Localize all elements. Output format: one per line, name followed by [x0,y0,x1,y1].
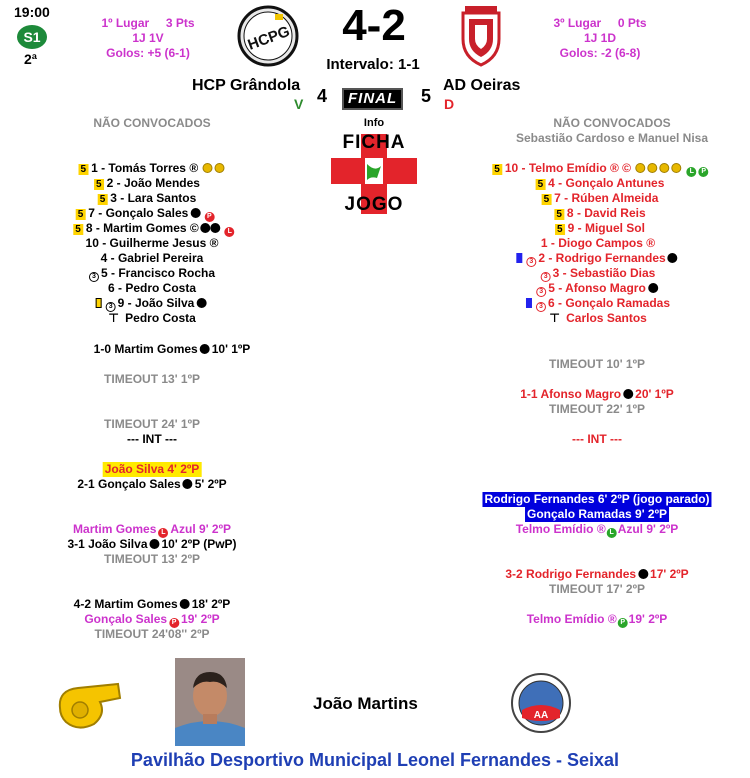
home-player-row[interactable]: 10 - Guilherme Jesus ® [85,236,219,250]
home-player-row[interactable]: 5 2 - João Mendes [96,176,200,190]
home-coach-row[interactable]: ⊤ Pedro Costa [108,311,196,325]
home-absent-title: NÃO CONVOCADOS [93,116,211,130]
away-player-row[interactable]: 5 9 - Miguel Sol [557,221,645,235]
home-goal-event: 1-0 Martim Gomes 10' 1ºP [93,342,251,356]
away-goal-event: 3-2 Rodrigo Fernandes 17' 2ºP [505,567,689,581]
home-card-event: Martim Gomes L Azul 9' 2ºP [73,522,231,536]
league-badge-icon [16,24,48,50]
home-interval-marker: --- INT --- [127,432,177,446]
home-goal-event: 3-1 João Silva 10' 2ºP (PwP) [67,537,237,551]
home-card-event: Gonçalo Sales P 19' 2ºP [84,612,220,626]
away-player-row[interactable]: 3 3 - Sebastião Dias [541,266,656,282]
home-player-row[interactable]: 3 9 - João Silva [96,296,209,312]
info-link[interactable]: Info [363,117,385,129]
jogo-label: JOGO [344,194,404,215]
home-player-row[interactable]: 6 - Pedro Costa [107,281,197,295]
home-standing-goals: Golos: +5 (6-1) [106,46,190,60]
away-player-row[interactable]: 3 5 - Afonso Magro [536,281,660,297]
home-player-row[interactable]: 4 - Gabriel Pereira [100,251,204,265]
home-player-row[interactable]: 5 7 - Gonçalo Sales P [76,206,217,222]
svg-text:HCPG: HCPG [245,22,293,54]
away-player-row[interactable]: 1 - Diogo Campos ® [540,236,656,250]
home-total-goals: 4 [317,86,328,106]
hcpg-logo [237,5,299,67]
away-player-row[interactable]: 5 10 - Telmo Emídio ® © L P [492,161,709,177]
away-card-event: Telmo Emídio ® P 19' 2ºP [526,612,668,626]
away-player-row[interactable]: 5 4 - Gonçalo Antunes [537,176,665,190]
away-standing-record: 1J 1D [583,31,617,45]
svg-text:ΑΑ: ΑΑ [533,710,549,721]
away-standing-goals: Golos: -2 (6-8) [559,46,641,60]
away-player-row[interactable]: 5 7 - Rúben Almeida [543,191,659,205]
away-coach-row[interactable]: ⊤ Carlos Santos [549,311,647,325]
away-card-event: Telmo Emídio ® L Azul 9' 2ºP [515,522,679,536]
away-team-name[interactable]: AD Oeiras [443,77,521,94]
away-penalty-event: Rodrigo Fernandes 6' 2ºP (jogo parado) [484,492,710,506]
away-timeout: TIMEOUT 17' 2ºP [549,582,645,596]
home-timeout: TIMEOUT 24'08'' 2ºP [94,627,210,641]
away-standing-position: 3º Lugar 0 Pts [553,16,647,30]
round-label: 2ª [24,51,37,67]
ficha-label: FICHA [342,132,406,153]
kickoff-time: 19:00 [14,4,50,20]
home-standing-record: 1J 1V [132,31,164,45]
home-timeout: TIMEOUT 13' 2ºP [104,552,200,566]
home-goal-event: 2-1 Gonçalo Sales 5' 2ºP [77,477,227,491]
home-penalty-event: João Silva 4' 2ºP [104,462,200,476]
away-player-row[interactable]: 3 6 - Gonçalo Ramadas [526,296,670,312]
final-score: 4-2 [342,1,406,50]
final-badge: FINAL [342,88,403,110]
venue-name[interactable]: Pavilhão Desportivo Municipal Leonel Fernandes - Seixal [130,750,620,770]
ficha-jogo-logo[interactable] [325,128,423,220]
home-team-name[interactable]: HCP Grândola [192,77,301,94]
home-standing-position: 1º Lugar 3 Pts [101,16,195,30]
home-result: V [294,96,304,112]
away-total-goals: 5 [421,86,432,106]
svg-text:S1: S1 [23,29,41,45]
home-timeout: TIMEOUT 13' 1ºP [104,372,200,386]
home-player-row[interactable]: 5 8 - Martim Gomes © L [73,221,236,237]
away-goal-event: 1-1 Afonso Magro 20' 1ºP [520,387,674,401]
away-timeout: TIMEOUT 10' 1ºP [549,357,645,371]
away-penalty-event: Gonçalo Ramadas 9' 2ºP [527,507,667,521]
ad-oeiras-crest [459,5,503,67]
away-absent-title: NÃO CONVOCADOS [553,116,671,130]
referee-association-crest [510,672,572,734]
home-player-row[interactable]: 5 3 - Lara Santos [99,191,197,205]
home-goal-event: 4-2 Martim Gomes 18' 2ºP [73,597,231,611]
home-player-row[interactable]: 3 5 - Francisco Rocha [89,266,215,282]
away-player-row[interactable]: 3 2 - Rodrigo Fernandes [516,251,679,267]
referee-photo [175,658,245,746]
away-result: D [444,96,455,112]
coach-icon: ⊤ [549,311,561,325]
coach-icon: ⊤ [108,311,120,325]
away-absent-names: Sebastião Cardoso e Manuel Nisa [515,131,709,145]
halftime-score: Intervalo: 1-1 [326,56,420,73]
home-timeout: TIMEOUT 24' 1ºP [104,417,200,431]
away-player-row[interactable]: 5 8 - David Reis [556,206,646,220]
whistle-icon [52,680,124,730]
home-player-row[interactable]: 5 1 - Tomás Torres ® [79,161,226,176]
referee-name[interactable]: João Martins [313,694,418,713]
away-interval-marker: --- INT --- [572,432,622,446]
away-timeout: TIMEOUT 22' 1ºP [549,402,645,416]
